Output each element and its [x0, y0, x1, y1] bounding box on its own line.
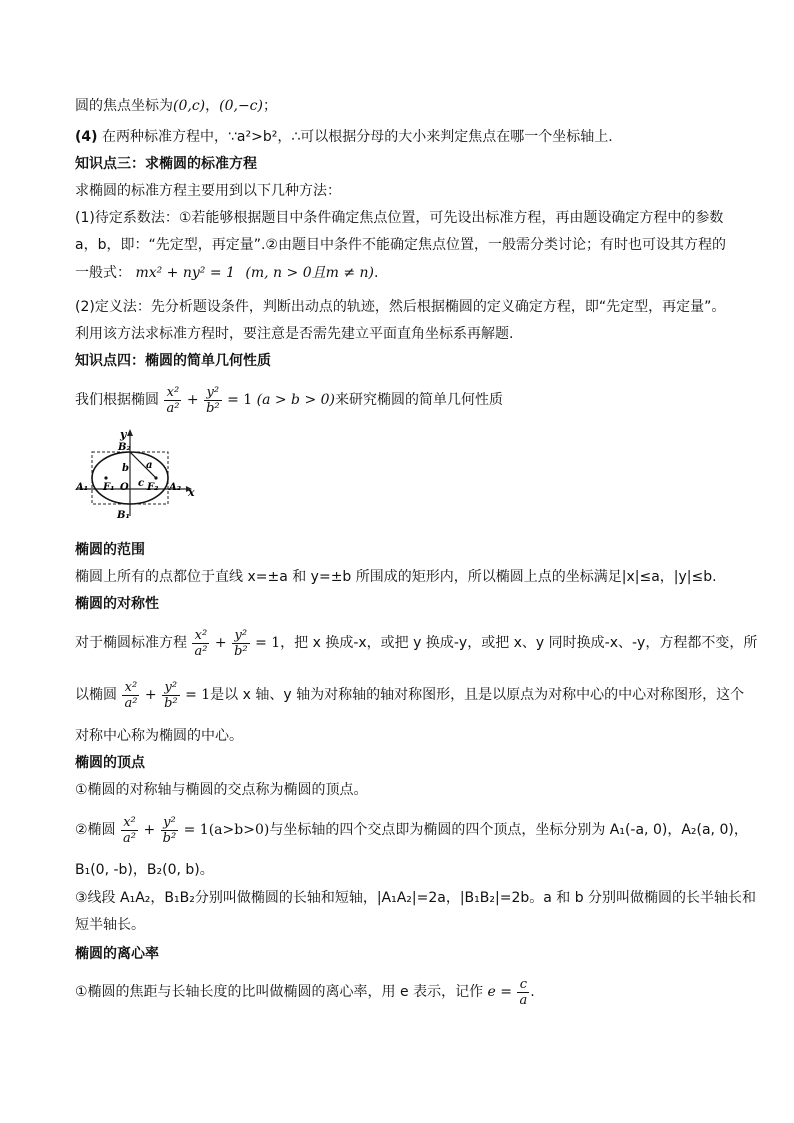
text: 在两种标准方程中，∵a²>b²，∴可以根据分母的大小来判定焦点在哪一个坐标轴上.: [102, 129, 613, 145]
line-general-form: [75, 263, 378, 283]
line-focus-coords: [75, 96, 277, 116]
line-methods-intro: 求椭圆的标准方程主要用到以下几种方法：: [75, 183, 341, 199]
text: 来研究椭圆的简单几何性质: [335, 392, 504, 408]
label-c: c: [138, 478, 145, 489]
line-range: 椭圆上所有的点都位于直线 x=±a 和 y=±b 所围成的矩形内，所以椭圆上点的坐标满足|x|≤a，|y|≤b.: [75, 569, 717, 585]
line-ellipse-intro: 我们根据椭圆 $\frac{\text{x²}}{\text{a²}}$ + $\frac{\text{y²}}{\text{b²}}$ = 1 (a > b > 0)来研究椭圆的简单几何性质: [75, 384, 504, 416]
label-x: x: [188, 486, 195, 499]
label-b: b: [122, 463, 129, 474]
heading-eccentricity: 椭圆的离心率: [75, 946, 159, 962]
condition: (m, n > 0且m ≠ n): [245, 265, 374, 281]
line-axes-2: 短半轴长。: [75, 917, 145, 933]
fraction-y2-b2: $\frac{\text{y²}}{\text{b²}}$: [206, 384, 220, 416]
line-vertices-1: ①椭圆的对称轴与椭圆的交点称为椭圆的顶点。: [75, 782, 368, 798]
line-method-2a: (2)定义法：先分析题设条件，判断出动点的轨迹，然后根据椭圆的定义确定方程，即“先定型，再定量”。: [75, 299, 726, 315]
label-b1: B₁: [117, 510, 130, 521]
item-number: (4): [75, 129, 98, 145]
label-b2: B₂: [118, 442, 131, 453]
text: ，把 x 换成-x，或把 y 换成-y，或把 x、y 同时换成-x、-y，方程都不变，所: [280, 635, 758, 651]
line-method-1b: a，b，即：“先定型，再定量”.②由题目中条件不能确定焦点位置，一般需分类讨论；有时也可设其方程的: [75, 237, 726, 253]
line-eccentricity: [75, 975, 535, 1009]
label-a: a: [146, 460, 153, 471]
focus-f1: [104, 476, 107, 479]
heading-range: 椭圆的范围: [75, 542, 145, 558]
line-method-1a: (1)待定系数法：①若能够根据题目中条件确定焦点位置，可先设出标准方程，再由题设确定方程中的参数: [75, 210, 724, 226]
heading-kp3: 知识点三：求椭圆的标准方程: [75, 156, 257, 172]
text: ，: [205, 98, 220, 114]
text: 是以 x 轴、y 轴为对称轴的轴对称图形，且是以原点为对称中心的中心对称图形，这个: [210, 687, 745, 703]
line-vertices-2: ②椭圆 $\frac{\text{x²}}{\text{a²}}$ + $\frac{\text{y²}}{\text{b²}}$ = 1(a>b>0)与坐标轴的四个交点即为椭圆的四个顶点，坐标分别为 A₁(-a, 0)，A₂(a, 0)，: [75, 814, 748, 846]
fraction-y2-b2: $\frac{\text{y²}}{\text{b²}}$: [164, 679, 178, 711]
text: .: [530, 984, 535, 1000]
label-y: y: [120, 428, 127, 441]
ellipse-diagram: [72, 424, 202, 524]
fraction-x2-a2: $\frac{\text{x²}}{\text{a²}}$: [194, 627, 208, 659]
text: 我们根据椭圆: [75, 392, 159, 408]
heading-kp4: 知识点四：椭圆的简单几何性质: [75, 353, 271, 369]
line-symmetry-3: 对称中心称为椭圆的中心。: [75, 728, 243, 744]
label-a1: A₁: [76, 482, 89, 493]
fraction-y2-b2: $\frac{\text{y²}}{\text{b²}}$: [162, 814, 177, 846]
text: 对于椭圆标准方程: [75, 635, 187, 651]
text: 与坐标轴的四个交点即为椭圆的四个顶点，坐标分别为 A₁(-a, 0)，A₂(a, 0)，: [269, 822, 748, 838]
text: ①椭圆的焦距与长轴长度的比叫做椭圆的离心率，用 e 表示，记作: [75, 984, 484, 1000]
text: ②椭圆: [75, 822, 116, 838]
label-f2: F₂: [147, 482, 159, 493]
line-symmetry-1: 对于椭圆标准方程 $\frac{\text{x²}}{\text{a²}}$ + $\frac{\text{y²}}{\text{b²}}$ = 1，把 x 换成-x，或把 y 换成-y，或把 x、y 同时换成-x、-y，方程都不变，所: [75, 627, 758, 659]
focus-f2: [154, 476, 157, 479]
condition: (a > b > 0): [256, 392, 336, 408]
text: ；: [262, 98, 277, 114]
fraction-x2-a2: $\frac{\text{x²}}{\text{a²}}$: [166, 384, 180, 416]
general-equation: mx² + ny² = 1: [135, 265, 235, 281]
coord-2: (0,−c): [219, 98, 263, 114]
line-axes-1: ③线段 A₁A₂，B₁B₂分别叫做椭圆的长轴和短轴，|A₁A₂|=2a，|B₁B₂|=2b。a 和 b 分别叫做椭圆的长半轴长和: [75, 890, 757, 906]
text: 圆的焦点坐标为: [75, 98, 173, 114]
label-o: O: [120, 482, 129, 493]
y-axis-arrow: [127, 429, 133, 436]
text: 以椭圆: [75, 687, 117, 703]
line-symmetry-2: 以椭圆 $\frac{\text{x²}}{\text{a²}}$ + $\frac{\text{y²}}{\text{b²}}$ = 1是以 x 轴、y 轴为对称轴的轴对称图形，且是以原点为对称中心的中心对称图形，这个: [75, 679, 745, 711]
fraction-x2-a2: $\frac{\text{x²}}{\text{a²}}$: [124, 679, 138, 711]
label-f1: F₁: [103, 482, 115, 493]
label-a2: A₂: [169, 482, 182, 493]
fraction-y2-b2: $\frac{\text{y²}}{\text{b²}}$: [234, 627, 248, 659]
coord-1: (0,c): [173, 98, 206, 114]
line-method-2b: 利用该方法求标准方程时，要注意是否需先建立平面直角坐标系再解题.: [75, 326, 514, 342]
text: 一般式：: [75, 265, 131, 281]
text: .: [373, 265, 379, 281]
heading-symmetry: 椭圆的对称性: [75, 596, 159, 612]
line-vertices-3: B₁(0, -b)，B₂(0, b)。: [75, 862, 214, 878]
e-equals: e =: [487, 984, 512, 1000]
fraction-c-a: $\frac{c}{a}$: [519, 976, 528, 1008]
fraction-x2-a2: $\frac{\text{x²}}{\text{a²}}$: [123, 814, 136, 846]
line-item-4: [75, 127, 613, 147]
heading-vertices: 椭圆的顶点: [75, 755, 145, 771]
